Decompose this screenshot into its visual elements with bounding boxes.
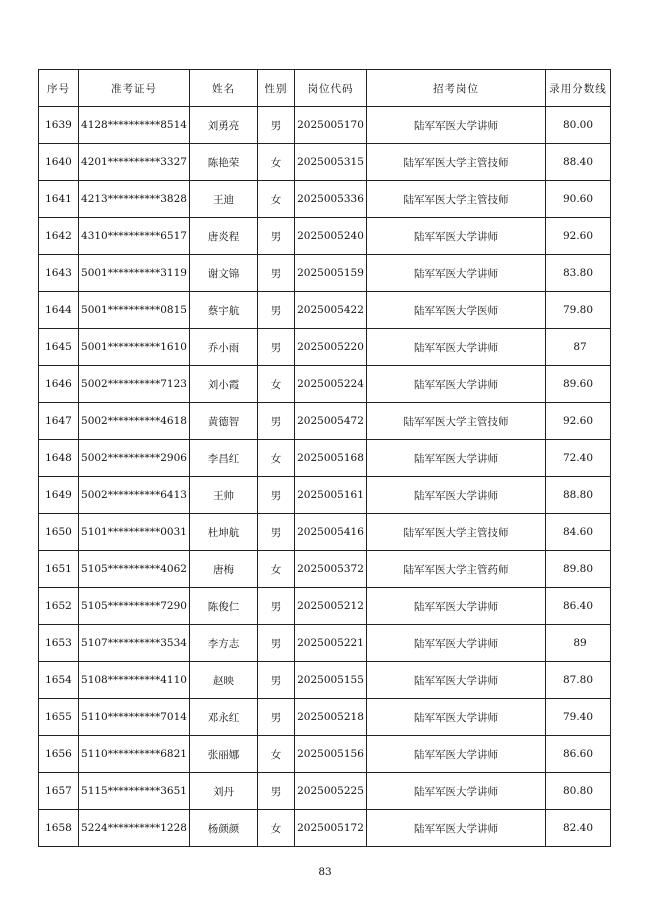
cell-ticket-number: 5110**********7014 [79,699,190,736]
cell-post: 陆军军医大学主管技师 [367,403,546,440]
cell-post: 陆军军医大学讲师 [367,810,546,847]
cell-score: 79.40 [546,699,611,736]
table-row [39,662,611,699]
cell-seq: 1655 [39,699,79,736]
cell-ticket-number: 4128**********8514 [79,107,190,144]
cell-name: 王迪 [190,181,258,218]
cell-seq: 1658 [39,810,79,847]
cell-post: 陆军军医大学讲师 [367,366,546,403]
header-post-code: 岗位代码 [295,70,367,107]
cell-ticket-number: 5002**********7123 [79,366,190,403]
cell-post: 陆军军医大学主管技师 [367,514,546,551]
cell-ticket-number: 5108**********4110 [79,662,190,699]
cell-post-code: 2025005372 [295,551,367,588]
cell-seq: 1641 [39,181,79,218]
admission-score-table [38,69,611,847]
cell-gender: 男 [258,773,295,810]
cell-gender: 男 [258,699,295,736]
cell-name: 杜坤航 [190,514,258,551]
cell-score: 88.40 [546,144,611,181]
cell-gender: 女 [258,440,295,477]
cell-ticket-number: 5115**********3651 [79,773,190,810]
cell-post-code: 2025005315 [295,144,367,181]
cell-ticket-number: 5002**********6413 [79,477,190,514]
cell-ticket-number: 5002**********2906 [79,440,190,477]
cell-ticket-number: 5224**********1228 [79,810,190,847]
cell-ticket-number: 5110**********6821 [79,736,190,773]
header-score: 录用分数线 [546,70,611,107]
cell-post: 陆军军医大学讲师 [367,440,546,477]
cell-post: 陆军军医大学讲师 [367,625,546,662]
cell-post: 陆军军医大学讲师 [367,736,546,773]
cell-post: 陆军军医大学讲师 [367,329,546,366]
cell-gender: 女 [258,736,295,773]
cell-post-code: 2025005240 [295,218,367,255]
cell-post-code: 2025005220 [295,329,367,366]
cell-seq: 1648 [39,440,79,477]
cell-seq: 1644 [39,292,79,329]
cell-post-code: 2025005225 [295,773,367,810]
table-header [39,70,611,107]
cell-seq: 1643 [39,255,79,292]
cell-name: 乔小雨 [190,329,258,366]
cell-score: 92.60 [546,403,611,440]
table-row [39,181,611,218]
table-row [39,551,611,588]
table-row [39,810,611,847]
cell-name: 赵映 [190,662,258,699]
cell-post-code: 2025005168 [295,440,367,477]
cell-score: 90.60 [546,181,611,218]
table-row [39,218,611,255]
cell-ticket-number: 5001**********3119 [79,255,190,292]
cell-post: 陆军军医大学主管技师 [367,144,546,181]
cell-post-code: 2025005422 [295,292,367,329]
table-row [39,144,611,181]
cell-post: 陆军军医大学讲师 [367,588,546,625]
header-seq: 序号 [39,70,79,107]
cell-post-code: 2025005472 [295,403,367,440]
cell-post: 陆军军医大学主管药师 [367,551,546,588]
cell-ticket-number: 4201**********3327 [79,144,190,181]
cell-seq: 1640 [39,144,79,181]
cell-gender: 男 [258,662,295,699]
cell-post: 陆军军医大学讲师 [367,477,546,514]
cell-post-code: 2025005218 [295,699,367,736]
cell-seq: 1657 [39,773,79,810]
cell-post-code: 2025005416 [295,514,367,551]
header-name: 姓名 [190,70,258,107]
cell-post-code: 2025005224 [295,366,367,403]
cell-ticket-number: 5101**********0031 [79,514,190,551]
header-gender: 性别 [258,70,295,107]
cell-post-code: 2025005170 [295,107,367,144]
cell-ticket-number: 5107**********3534 [79,625,190,662]
table-row [39,588,611,625]
cell-post: 陆军军医大学讲师 [367,699,546,736]
cell-score: 83.80 [546,255,611,292]
cell-name: 陈艳荣 [190,144,258,181]
cell-post-code: 2025005221 [295,625,367,662]
cell-ticket-number: 5001**********1610 [79,329,190,366]
cell-ticket-number: 4213**********3828 [79,181,190,218]
cell-name: 杨颜颜 [190,810,258,847]
cell-name: 王帅 [190,477,258,514]
cell-name: 邓永红 [190,699,258,736]
cell-name: 陈俊仁 [190,588,258,625]
table-row [39,366,611,403]
table-row [39,625,611,662]
cell-name: 刘勇亮 [190,107,258,144]
cell-name: 李昌红 [190,440,258,477]
cell-name: 李方志 [190,625,258,662]
header-row [39,70,611,107]
cell-name: 蔡宇航 [190,292,258,329]
cell-post: 陆军军医大学讲师 [367,773,546,810]
cell-gender: 男 [258,625,295,662]
table-row [39,773,611,810]
cell-gender: 女 [258,144,295,181]
cell-post: 陆军军医大学讲师 [367,218,546,255]
cell-post-code: 2025005161 [295,477,367,514]
cell-seq: 1639 [39,107,79,144]
cell-name: 黄德智 [190,403,258,440]
cell-name: 张丽娜 [190,736,258,773]
table-body [39,107,611,847]
cell-score: 84.60 [546,514,611,551]
table-row [39,699,611,736]
cell-score: 89 [546,625,611,662]
cell-name: 唐炎程 [190,218,258,255]
cell-score: 86.60 [546,736,611,773]
cell-ticket-number: 5001**********0815 [79,292,190,329]
cell-post-code: 2025005212 [295,588,367,625]
cell-gender: 男 [258,588,295,625]
cell-post: 陆军军医大学讲师 [367,107,546,144]
cell-score: 72.40 [546,440,611,477]
cell-ticket-number: 5002**********4618 [79,403,190,440]
table-row [39,736,611,773]
cell-post: 陆军军医大学讲师 [367,662,546,699]
cell-gender: 女 [258,366,295,403]
cell-seq: 1642 [39,218,79,255]
cell-score: 80.00 [546,107,611,144]
cell-gender: 男 [258,403,295,440]
cell-score: 87 [546,329,611,366]
cell-seq: 1656 [39,736,79,773]
table-row [39,292,611,329]
cell-post-code: 2025005336 [295,181,367,218]
cell-score: 79.80 [546,292,611,329]
table-row [39,477,611,514]
cell-post: 陆军军医大学主管技师 [367,181,546,218]
cell-seq: 1650 [39,514,79,551]
table-row [39,107,611,144]
cell-post-code: 2025005156 [295,736,367,773]
cell-ticket-number: 5105**********7290 [79,588,190,625]
cell-seq: 1653 [39,625,79,662]
cell-post: 陆军军医大学讲师 [367,255,546,292]
cell-score: 89.60 [546,366,611,403]
header-post: 招考岗位 [367,70,546,107]
cell-gender: 女 [258,181,295,218]
cell-score: 80.80 [546,773,611,810]
table-row [39,329,611,366]
cell-seq: 1647 [39,403,79,440]
table-row [39,403,611,440]
cell-post: 陆军军医大学医师 [367,292,546,329]
table-row [39,440,611,477]
cell-score: 86.40 [546,588,611,625]
cell-score: 92.60 [546,218,611,255]
cell-post-code: 2025005172 [295,810,367,847]
cell-gender: 男 [258,329,295,366]
cell-score: 88.80 [546,477,611,514]
cell-seq: 1649 [39,477,79,514]
cell-seq: 1652 [39,588,79,625]
cell-gender: 女 [258,551,295,588]
cell-post-code: 2025005155 [295,662,367,699]
table-row [39,255,611,292]
cell-name: 谢文锦 [190,255,258,292]
cell-gender: 男 [258,477,295,514]
cell-gender: 男 [258,255,295,292]
cell-score: 87.80 [546,662,611,699]
page-number: 83 [318,866,332,878]
cell-seq: 1646 [39,366,79,403]
cell-score: 89.80 [546,551,611,588]
cell-ticket-number: 4310**********6517 [79,218,190,255]
cell-gender: 男 [258,107,295,144]
cell-post-code: 2025005159 [295,255,367,292]
cell-gender: 男 [258,514,295,551]
cell-seq: 1651 [39,551,79,588]
cell-ticket-number: 5105**********4062 [79,551,190,588]
cell-score: 82.40 [546,810,611,847]
cell-gender: 男 [258,218,295,255]
cell-name: 刘小霞 [190,366,258,403]
cell-gender: 女 [258,810,295,847]
header-ticket-number: 准考证号 [79,70,190,107]
cell-gender: 男 [258,292,295,329]
cell-seq: 1654 [39,662,79,699]
cell-name: 刘丹 [190,773,258,810]
table-row [39,514,611,551]
cell-name: 唐梅 [190,551,258,588]
cell-seq: 1645 [39,329,79,366]
